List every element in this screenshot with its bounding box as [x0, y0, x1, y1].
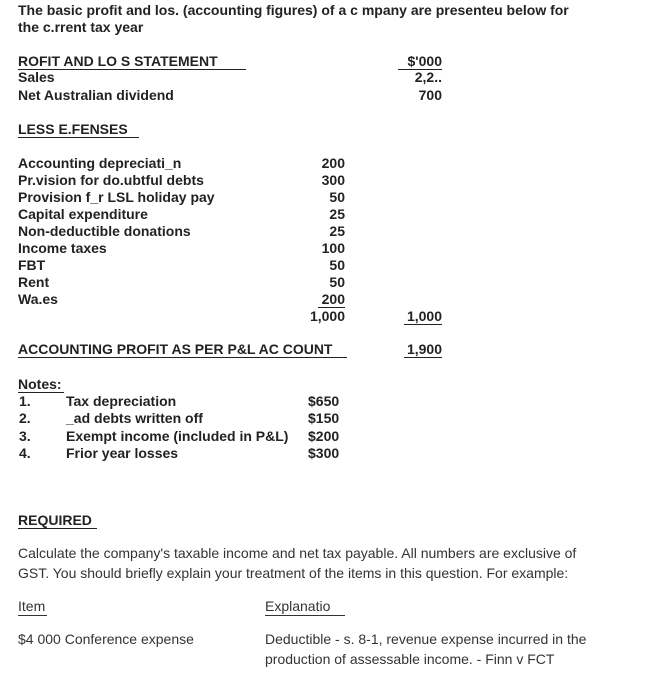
notes-heading: Notes:: [18, 376, 62, 392]
note-number: 2.: [19, 410, 31, 426]
required-heading-underline: [18, 528, 97, 529]
expense-label: Wa.es: [18, 291, 58, 307]
expenses-heading-underline: [18, 137, 139, 138]
expense-label: FBT: [18, 257, 46, 273]
expenses-total: 1,000: [406, 308, 442, 324]
unit-label: $'000: [407, 53, 442, 69]
example-explanation-line-1: Deductible - s. 8-1, revenue expense incurred in the: [265, 631, 587, 647]
expense-label: Pr.vision for do.ubtful debts: [18, 172, 204, 188]
intro-line-1: The basic profit and los. (accounting figures) of a c mpany are presenteu below for: [18, 2, 569, 18]
note-label: _ad debts written off: [66, 410, 203, 426]
expenses-heading: LESS E.FENSES: [18, 121, 128, 137]
note-number: 4.: [19, 445, 31, 461]
note-value: $300: [308, 445, 340, 461]
expense-value: 25: [329, 206, 345, 222]
note-label: Tax depreciation: [66, 393, 177, 409]
expense-label: Provision f_r LSL holiday pay: [18, 189, 215, 205]
expense-label: Accounting depreciati_n: [18, 155, 182, 171]
note-label: Frior year losses: [66, 445, 179, 461]
note-value: $150: [308, 410, 340, 426]
column-explanation-underline: [265, 615, 345, 616]
expense-value: 300: [321, 172, 345, 188]
expense-value: 50: [329, 274, 345, 290]
required-line-1: Calculate the company's taxable income and net tax payable. All numbers are exclusive of: [18, 545, 577, 561]
income-value-sales: 2,2..: [414, 69, 442, 85]
expense-value: 200: [321, 155, 345, 171]
expense-value: 100: [321, 240, 345, 256]
income-label-sales: Sales: [18, 69, 55, 85]
expense-label: Rent: [18, 274, 50, 290]
income-value-dividend: 700: [418, 87, 442, 103]
expenses-total-underline: [404, 324, 442, 325]
note-value: $200: [308, 428, 340, 444]
example-item: $4 000 Conference expense: [18, 631, 194, 647]
note-label: Exempt income (included in P&L): [66, 428, 289, 444]
note-value: $650: [308, 393, 340, 409]
expense-label: Income taxes: [18, 240, 107, 256]
example-explanation-line-2: production of assessable income. - Finn v FCT: [265, 651, 555, 667]
expense-value: 200: [321, 291, 345, 307]
profit-value-underline: [404, 357, 442, 358]
expense-value: 50: [329, 257, 345, 273]
column-item-header: Item: [18, 598, 46, 614]
expenses-subtotal: 1,000: [309, 308, 345, 324]
intro-line-2: the c.rrent tax year: [18, 19, 144, 35]
column-explanation-header: Explanatio: [265, 598, 331, 614]
expense-label: Non-deductible donations: [18, 223, 191, 239]
profit-label-underline: [18, 357, 347, 358]
expense-value: 50: [329, 189, 345, 205]
profit-value: 1,900: [406, 341, 442, 357]
expense-label: Capital expenditure: [18, 206, 148, 222]
required-line-2: GST. You should briefly explain your treatment of the items in this question. For example:: [18, 565, 569, 581]
note-number: 1.: [19, 393, 31, 409]
statement-title: ROFIT AND LO S STATEMENT: [18, 53, 218, 69]
income-label-dividend: Net Australian dividend: [18, 87, 174, 103]
profit-label: ACCOUNTING PROFIT AS PER P&L AC COUNT: [18, 341, 333, 357]
note-number: 3.: [19, 428, 31, 444]
expense-value: 25: [329, 223, 345, 239]
column-item-underline: [18, 615, 47, 616]
required-heading: REQUIRED: [18, 512, 92, 528]
